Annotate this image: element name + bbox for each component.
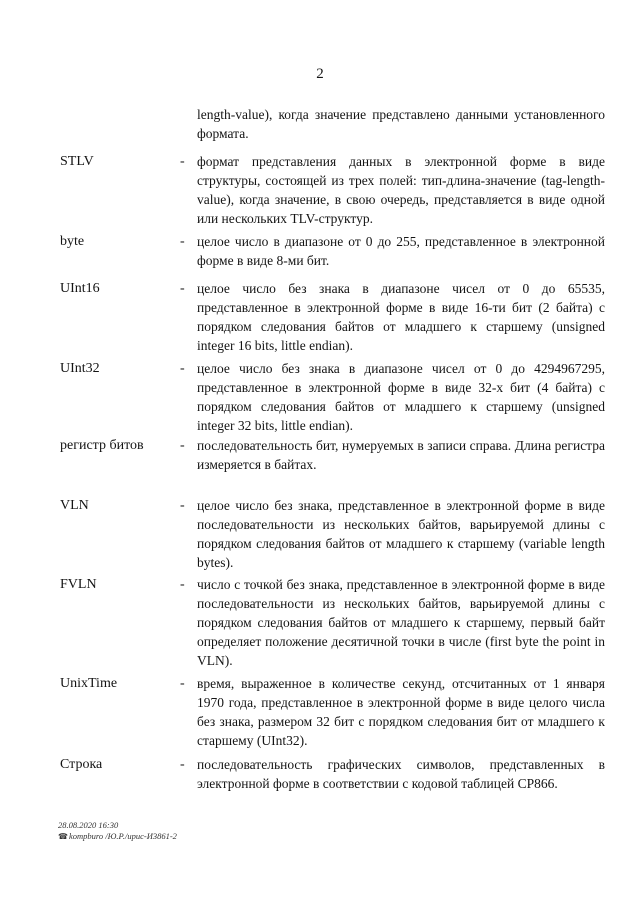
term-separator: -: [180, 154, 185, 169]
term-definition: последовательность графических символов, представленных в электронной форме в соответствии с кодовой таблицей CP866.: [197, 757, 605, 791]
term-separator: -: [180, 498, 185, 513]
term-separator: -: [180, 361, 185, 376]
term-separator: -: [180, 757, 185, 772]
term-label: Строка: [60, 757, 103, 772]
term-definition: целое число в диапазоне от 0 до 255, представленное в электронной форме в виде 8-ми бит.: [197, 234, 605, 268]
term-separator: -: [180, 438, 185, 453]
term-definition: целое число без знака в диапазоне чисел от 0 до 4294967295, представленное в электронной форме в виде 32-х бит (4 байта) с порядком следования байтов от младшего к старшему (unsigned integer 32 bits, little endian).: [197, 361, 605, 433]
term-definition: последовательность бит, нумеруемых в записи справа. Длина регистра измеряется в байтах.: [197, 438, 605, 472]
term-definition: время, выраженное в количестве секунд, отсчитанных от 1 января 1970 года, представленное в электронной форме в виде целого числа без знака, размером 32 бит с порядком следования бит от младшего к старшему (UInt32).: [197, 676, 605, 748]
term-definition: целое число без знака, представленное в электронной форме в виде последовательности из нескольких байтов, варьируемой длины с порядком следования байтов от младшего к старшему (variable length bytes).: [197, 498, 605, 570]
print-date: 28.08.2020 16:30: [58, 820, 119, 830]
term-definition: формат представления данных в электронной форме в виде структуры, состоящей из трех полей: тип-длина-значение (tag-length-value), когда значение, в свою очередь, представляется в виде одной или нескольких TLV-структур.: [197, 154, 605, 226]
term-separator: -: [180, 281, 185, 296]
term-label: FVLN: [60, 577, 97, 592]
term-label: регистр битов: [60, 438, 144, 453]
page-number: 2: [316, 66, 324, 82]
file-reference-text: kompburo /Ю.Р./ирис-И3861-2: [68, 831, 177, 841]
term-separator: -: [180, 234, 185, 249]
term-separator: -: [180, 676, 185, 691]
term-definition: целое число без знака в диапазоне чисел от 0 до 65535, представленное в электронной форме в виде 16-ти бит (2 байта) с порядком следования байтов от младшего к старшему (unsigned integer 16 bits, little endian).: [197, 281, 605, 353]
term-label: UnixTime: [60, 676, 118, 691]
term-label: UInt32: [60, 361, 100, 376]
term-label: UInt16: [60, 281, 100, 296]
term-label: STLV: [60, 154, 94, 169]
phone-icon: ☎: [58, 832, 68, 841]
term-separator: -: [180, 577, 185, 592]
intro-continuation: length-value), когда значение представлено данными установленного формата.: [197, 107, 605, 141]
term-label: VLN: [60, 498, 89, 513]
term-label: byte: [60, 234, 85, 249]
file-reference: [58, 831, 177, 842]
print-footer: [58, 820, 177, 842]
term-definition: число с точкой без знака, представленное в электронной форме в виде последовательности из нескольких байтов, варьируемой длины с порядком следования байтов от младшего к старшему, первый байт определяет положение десятичной точки в числе (first byte the point in VLN).: [197, 577, 605, 668]
